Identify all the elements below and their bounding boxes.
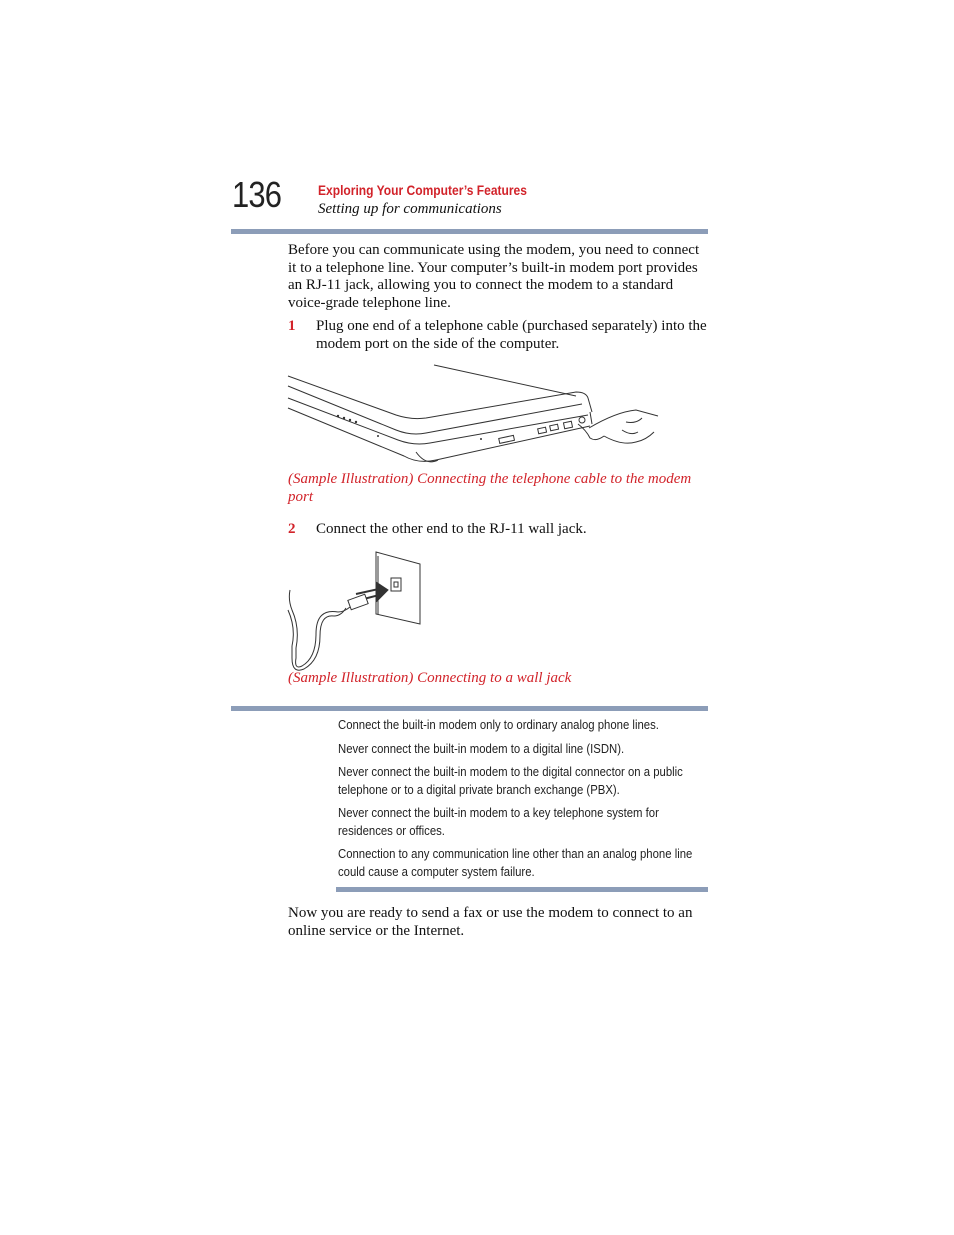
page-number: 136	[232, 174, 282, 215]
caption-wall-jack: (Sample Illustration) Connecting to a wall jack	[288, 670, 572, 686]
warning-bottom-rule	[336, 887, 708, 892]
intro-paragraph: Before you can communicate using the modem, you need to connect it to a telephone line. Your computer’s built-in modem port provides an RJ-11 jack, allowing you to connect the modem to a standard voice-grade telephone line.	[288, 242, 700, 311]
warning-item: Never connect the built-in modem to a key telephone system for residences or offices.	[338, 805, 659, 838]
warning-item: Connection to any communication line other than an analog phone line could cause a computer system failure.	[338, 846, 693, 879]
caption-modem-port: (Sample Illustration) Connecting the telephone cable to the modem port	[288, 471, 692, 505]
warning-item: Never connect the built-in modem to the digital connector on a public telephone or to a digital private branch exchange (PBX).	[338, 764, 683, 797]
laptop-modem-illustration	[286, 360, 662, 472]
warning-item: Never connect the built-in modem to a digital line (ISDN).	[338, 740, 625, 756]
step-1-text: Plug one end of a telephone cable (purchased separately) into the modem port on the side of the computer.	[316, 318, 707, 352]
wall-jack-illustration	[286, 548, 426, 672]
section-title: Setting up for communications	[318, 201, 502, 217]
warning-list	[338, 716, 708, 886]
step-2-text: Connect the other end to the RJ-11 wall jack.	[316, 521, 587, 537]
warning-item: Connect the built-in modem only to ordinary analog phone lines.	[338, 717, 659, 732]
step-2-number: 2	[288, 521, 296, 537]
step-1-number: 1	[288, 318, 296, 334]
header-rule	[231, 229, 708, 234]
chapter-title: Exploring Your Computer’s Features	[318, 182, 527, 198]
closing-paragraph: Now you are ready to send a fax or use the modem to connect to an online service or the Internet.	[288, 905, 693, 939]
warning-top-rule	[231, 706, 708, 711]
